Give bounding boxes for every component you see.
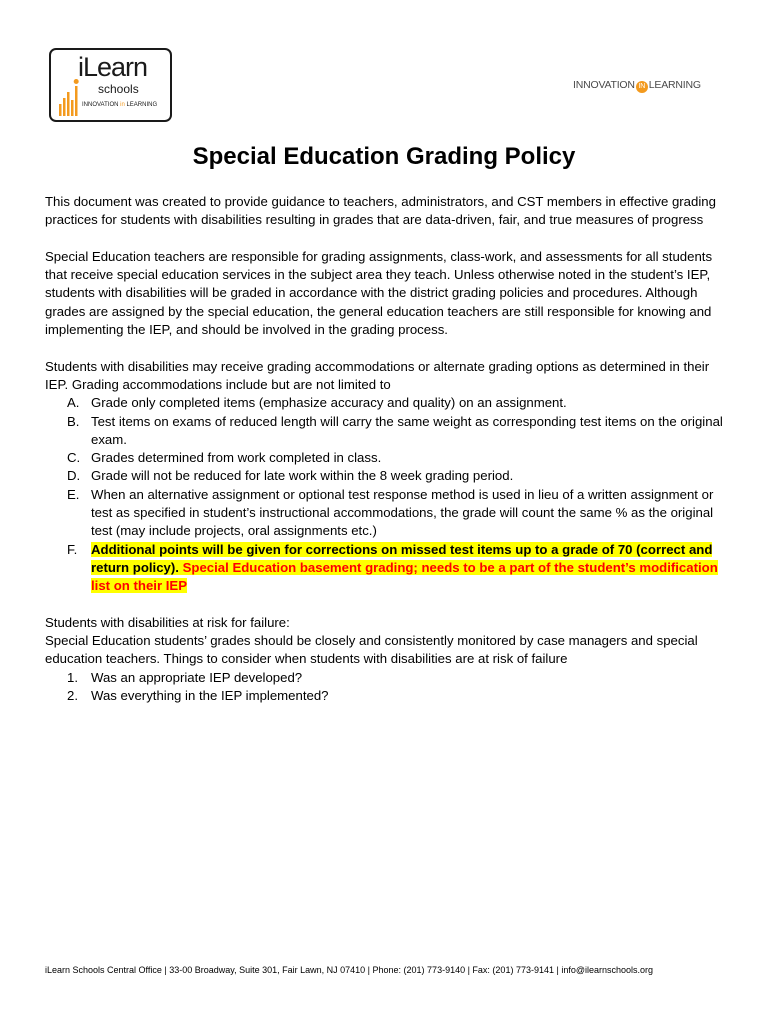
list-marker: F. xyxy=(67,541,78,557)
list-marker: B. xyxy=(67,413,80,429)
list-marker: 1. xyxy=(67,669,78,685)
logo-sub: schools xyxy=(98,82,139,96)
highlighted-policy-text xyxy=(91,542,718,594)
list-item-text: When an alternative assignment or optional test response method is used in lieu of a written assignment or test as specified in student’s instructional accommodations, the grade will count the same % as the original test (may include projects, oral assignments etc.) xyxy=(91,486,714,539)
basement-grading-note: Special Education basement grading; needs to be a part of the student’s modification list on their IEP xyxy=(91,559,718,594)
list-item xyxy=(45,687,735,705)
ilearn-schools-logo xyxy=(49,48,172,122)
document-body xyxy=(45,193,735,705)
risk-heading: Students with disabilities at risk for failure: xyxy=(45,614,290,630)
list-item xyxy=(45,486,735,541)
list-item-text: Was everything in the IEP implemented? xyxy=(91,688,329,704)
logo-tag-post: LEARNING xyxy=(124,102,158,108)
correct-return-policy: Additional points will be given for corrections on missed test items up to a grade of 70 (correct and return policy). xyxy=(91,541,713,575)
list-marker: C. xyxy=(67,450,81,466)
intro-paragraph: This document was created to provide guidance to teachers, administrators, and CST members in effective grading practices for students with disabilities resulting in grades that are data-driven, fair, and true measures of progress xyxy=(45,194,716,228)
logo-wordmark: iLearn xyxy=(78,52,148,82)
responsibility-paragraph: Special Education teachers are responsible for grading assignments, class-work, and assessments for all students that receive special education services in the subject area they teach. Unless otherwise noted in the student’s IEP, students with disabilities will be graded in accordance with the district grading policies and procedures. Although grades are assigned by the special education, the general education teachers are still responsible for knowing and implementing the IEP, and should be involved in the grading process. xyxy=(45,248,713,338)
list-item xyxy=(45,449,735,467)
logo-tagline xyxy=(82,102,157,108)
risk-paragraph: Special Education students’ grades should be closely and consistently monitored by case managers and special education teachers. Things to consider when students with disabilities are at risk of failure xyxy=(45,633,698,667)
list-item-f xyxy=(45,541,735,596)
page-title: Special Education Grading Policy xyxy=(192,143,576,170)
footer-contact: iLearn Schools Central Office | 33-00 Broadway, Suite 301, Fair Lawn, NJ 07410 | Phone: (201) 773-9140 | Fax: (201) 773-9141 | info@ilearnschools.org xyxy=(45,965,654,975)
list-marker: E. xyxy=(67,486,80,502)
tagline-pre: INNOVATION xyxy=(573,79,635,91)
list-item-text: Was an appropriate IEP developed? xyxy=(91,669,303,685)
list-item xyxy=(45,669,735,687)
tagline-post: LEARNING xyxy=(648,79,701,91)
list-item xyxy=(45,413,735,450)
bar-graph-logo-icon xyxy=(59,78,85,116)
list-item-text: Test items on exams of reduced length will carry the same weight as corresponding test items on the original exam. xyxy=(91,413,723,447)
logo-tag-in: in xyxy=(120,102,125,108)
list-marker: 2. xyxy=(67,688,78,704)
innovation-in-learning-tagline xyxy=(573,80,701,93)
risk-questions-list xyxy=(45,669,735,706)
tagline-in-badge: IN xyxy=(636,81,648,93)
list-marker: D. xyxy=(67,468,81,484)
accommodations-list xyxy=(45,394,735,595)
list-item xyxy=(45,394,735,412)
logo-tag-pre: INNOVATION xyxy=(82,102,121,108)
list-item-text: Grade only completed items (emphasize accuracy and quality) on an assignment. xyxy=(91,395,567,411)
accommodations-intro: Students with disabilities may receive grading accommodations or alternate grading options as determined in their IEP. Grading accommodations include but are not limited to xyxy=(45,358,710,392)
list-item-text: Grades determined from work completed in class. xyxy=(91,450,382,466)
list-item-text: Grade will not be reduced for late work within the 8 week grading period. xyxy=(91,468,514,484)
list-marker: A. xyxy=(67,395,80,411)
list-item xyxy=(45,467,735,485)
